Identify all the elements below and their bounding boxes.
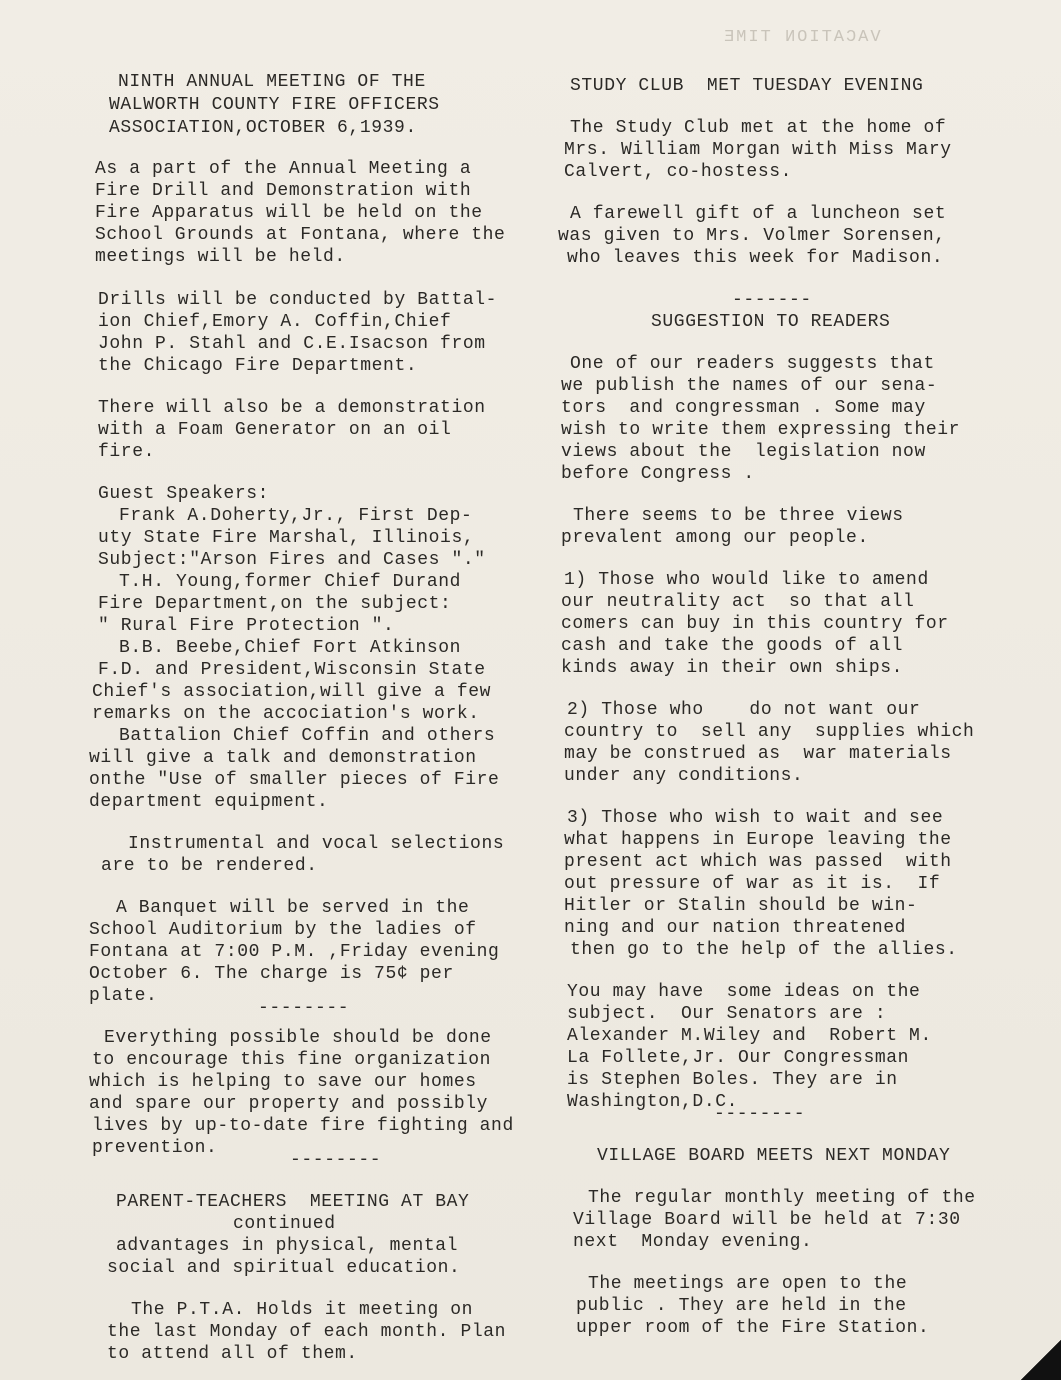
left-column-line: The P.T.A. Holds it meeting on [131, 1300, 474, 1320]
left-column-line: Everything possible should be done [104, 1028, 492, 1048]
left-column-line: -------- [290, 1150, 382, 1170]
right-column-line: ------- [732, 290, 812, 310]
right-column-line: One of our readers suggests that [570, 354, 935, 374]
left-column-line: which is helping to save our homes [89, 1072, 477, 1092]
right-column-line: La Follete,Jr. Our Congressman [567, 1048, 910, 1068]
right-column-line: Village Board will be held at 7:30 [573, 1210, 961, 1230]
left-column-line: WALWORTH COUNTY FIRE OFFICERS [109, 95, 440, 115]
right-column-line: is Stephen Boles. They are in [567, 1070, 898, 1090]
right-column-line: subject. Our Senators are : [567, 1004, 887, 1024]
left-column-line: plate. [89, 986, 158, 1006]
left-column-line: Drills will be conducted by Battal- [98, 290, 498, 310]
left-column-line: Battalion Chief Coffin and others [119, 726, 496, 746]
right-column-line: country to sell any supplies which [564, 722, 975, 742]
show-through-text: VACATION TIME [722, 28, 881, 47]
right-column-line: then go to the help of the allies. [570, 940, 958, 960]
left-column-line: School Grounds at Fontana, where the [95, 225, 506, 245]
right-column-line: prevalent among our people. [561, 528, 869, 548]
left-column-line: Instrumental and vocal selections [128, 834, 505, 854]
right-column-line: who leaves this week for Madison. [567, 248, 944, 268]
left-column-line: to encourage this fine organization [92, 1050, 492, 1070]
right-column-line: may be construed as war materials [564, 744, 952, 764]
right-column-line: cash and take the goods of all [561, 636, 904, 656]
left-column-line: department equipment. [89, 792, 329, 812]
left-column-line: -------- [258, 998, 350, 1018]
left-column-line: F.D. and President,Wisconsin State [98, 660, 486, 680]
right-column-line: wish to write them expressing their [561, 420, 961, 440]
left-column-line: ASSOCIATION,OCTOBER 6,1939. [109, 118, 417, 138]
right-column-line: Alexander M.Wiley and Robert M. [567, 1026, 932, 1046]
right-column-line: out pressure of war as it is. If [564, 874, 941, 894]
left-column-line: Chief's association,will give a few [92, 682, 492, 702]
left-column-line: will give a talk and demonstration [89, 748, 477, 768]
right-column-line: comers can buy in this country for [561, 614, 949, 634]
left-column-line: As a part of the Annual Meeting a [95, 159, 472, 179]
left-column-line: onthe "Use of smaller pieces of Fire [89, 770, 500, 790]
left-column-line: the last Monday of each month. Plan [107, 1322, 507, 1342]
right-column-line: before Congress . [561, 464, 755, 484]
left-column-line: A Banquet will be served in the [116, 898, 470, 918]
left-column-line: PARENT-TEACHERS MEETING AT BAY [116, 1192, 470, 1212]
right-column-line: The Study Club met at the home of [570, 118, 947, 138]
right-column-line: present act which was passed with [564, 852, 952, 872]
left-column-line: Guest Speakers: [98, 484, 270, 504]
left-column-line: remarks on the accociation's work. [92, 704, 480, 724]
right-column-line: views about the legislation now [561, 442, 926, 462]
left-column-line: NINTH ANNUAL MEETING OF THE [118, 72, 426, 92]
left-column-line: are to be rendered. [101, 856, 318, 876]
right-column-line: Hitler or Stalin should be win- [564, 896, 918, 916]
left-column-line: advantages in physical, mental [116, 1236, 459, 1256]
left-column-line: continued [233, 1214, 336, 1234]
left-column-line: Fire Apparatus will be held on the [95, 203, 483, 223]
left-column-line: the Chicago Fire Department. [98, 356, 418, 376]
right-column-line: public . They are held in the [576, 1296, 907, 1316]
left-column-line: fire. [98, 442, 156, 462]
left-column-line: Fire Department,on the subject: [98, 594, 452, 614]
right-column-line: next Monday evening. [573, 1232, 813, 1252]
right-column-line: Calvert, co-hostess. [564, 162, 793, 182]
right-column-line: A farewell gift of a luncheon set [570, 204, 947, 224]
left-column-line: School Auditorium by the ladies of [89, 920, 477, 940]
left-column-line: ion Chief,Emory A. Coffin,Chief [98, 312, 452, 332]
left-column-line: meetings will be held. [95, 247, 346, 267]
left-column-line: lives by up-to-date fire fighting and [92, 1116, 514, 1136]
left-column-line: social and spiritual education. [107, 1258, 461, 1278]
left-column-line: Fire Drill and Demonstration with [95, 181, 472, 201]
right-column-line: what happens in Europe leaving the [564, 830, 952, 850]
right-column-line: our neutrality act so that all [561, 592, 915, 612]
left-column-line: Frank A.Doherty,Jr., First Dep- [119, 506, 473, 526]
right-column-line: There seems to be three views [573, 506, 904, 526]
right-column-line: tors and congressman . Some may [561, 398, 926, 418]
left-column-line: uty State Fire Marshal, Illinois, [98, 528, 475, 548]
right-column-line: we publish the names of our sena- [561, 376, 938, 396]
right-column-line: 3) Those who wish to wait and see [567, 808, 944, 828]
left-column-line: " Rural Fire Protection ". [98, 616, 395, 636]
left-column-line: John P. Stahl and C.E.Isacson from [98, 334, 486, 354]
right-column-line: 2) Those who do not want our [567, 700, 921, 720]
left-column-line: Fontana at 7:00 P.M. ,Friday evening [89, 942, 500, 962]
right-column-line: -------- [714, 1104, 806, 1124]
left-column-line: with a Foam Generator on an oil [98, 420, 452, 440]
left-column-line: There will also be a demonstration [98, 398, 486, 418]
right-column-line: SUGGESTION TO READERS [651, 312, 891, 332]
right-column-line: STUDY CLUB MET TUESDAY EVENING [570, 76, 924, 96]
right-column-line: upper room of the Fire Station. [576, 1318, 930, 1338]
left-column-line: October 6. The charge is 75¢ per [89, 964, 454, 984]
right-column-line: The meetings are open to the [588, 1274, 908, 1294]
right-column-line: Mrs. William Morgan with Miss Mary [564, 140, 952, 160]
right-column-line: was given to Mrs. Volmer Sorensen, [558, 226, 946, 246]
right-column-line: 1) Those who would like to amend [564, 570, 929, 590]
left-column-line: and spare our property and possibly [89, 1094, 489, 1114]
right-column-line: under any conditions. [564, 766, 804, 786]
left-column-line: Subject:"Arson Fires and Cases "." [98, 550, 486, 570]
right-column-line: You may have some ideas on the [567, 982, 921, 1002]
right-column-line: The regular monthly meeting of the [588, 1188, 976, 1208]
left-column-line: B.B. Beebe,Chief Fort Atkinson [119, 638, 462, 658]
right-column-line: kinds away in their own ships. [561, 658, 904, 678]
right-column-line: VILLAGE BOARD MEETS NEXT MONDAY [597, 1146, 951, 1166]
left-column-line: prevention. [92, 1138, 218, 1158]
page-corner-shadow [1021, 1340, 1061, 1380]
right-column-line: Washington,D.C. [567, 1092, 739, 1112]
left-column-line: T.H. Young,former Chief Durand [119, 572, 462, 592]
right-column-line: ning and our nation threatened [564, 918, 907, 938]
left-column-line: to attend all of them. [107, 1344, 358, 1364]
